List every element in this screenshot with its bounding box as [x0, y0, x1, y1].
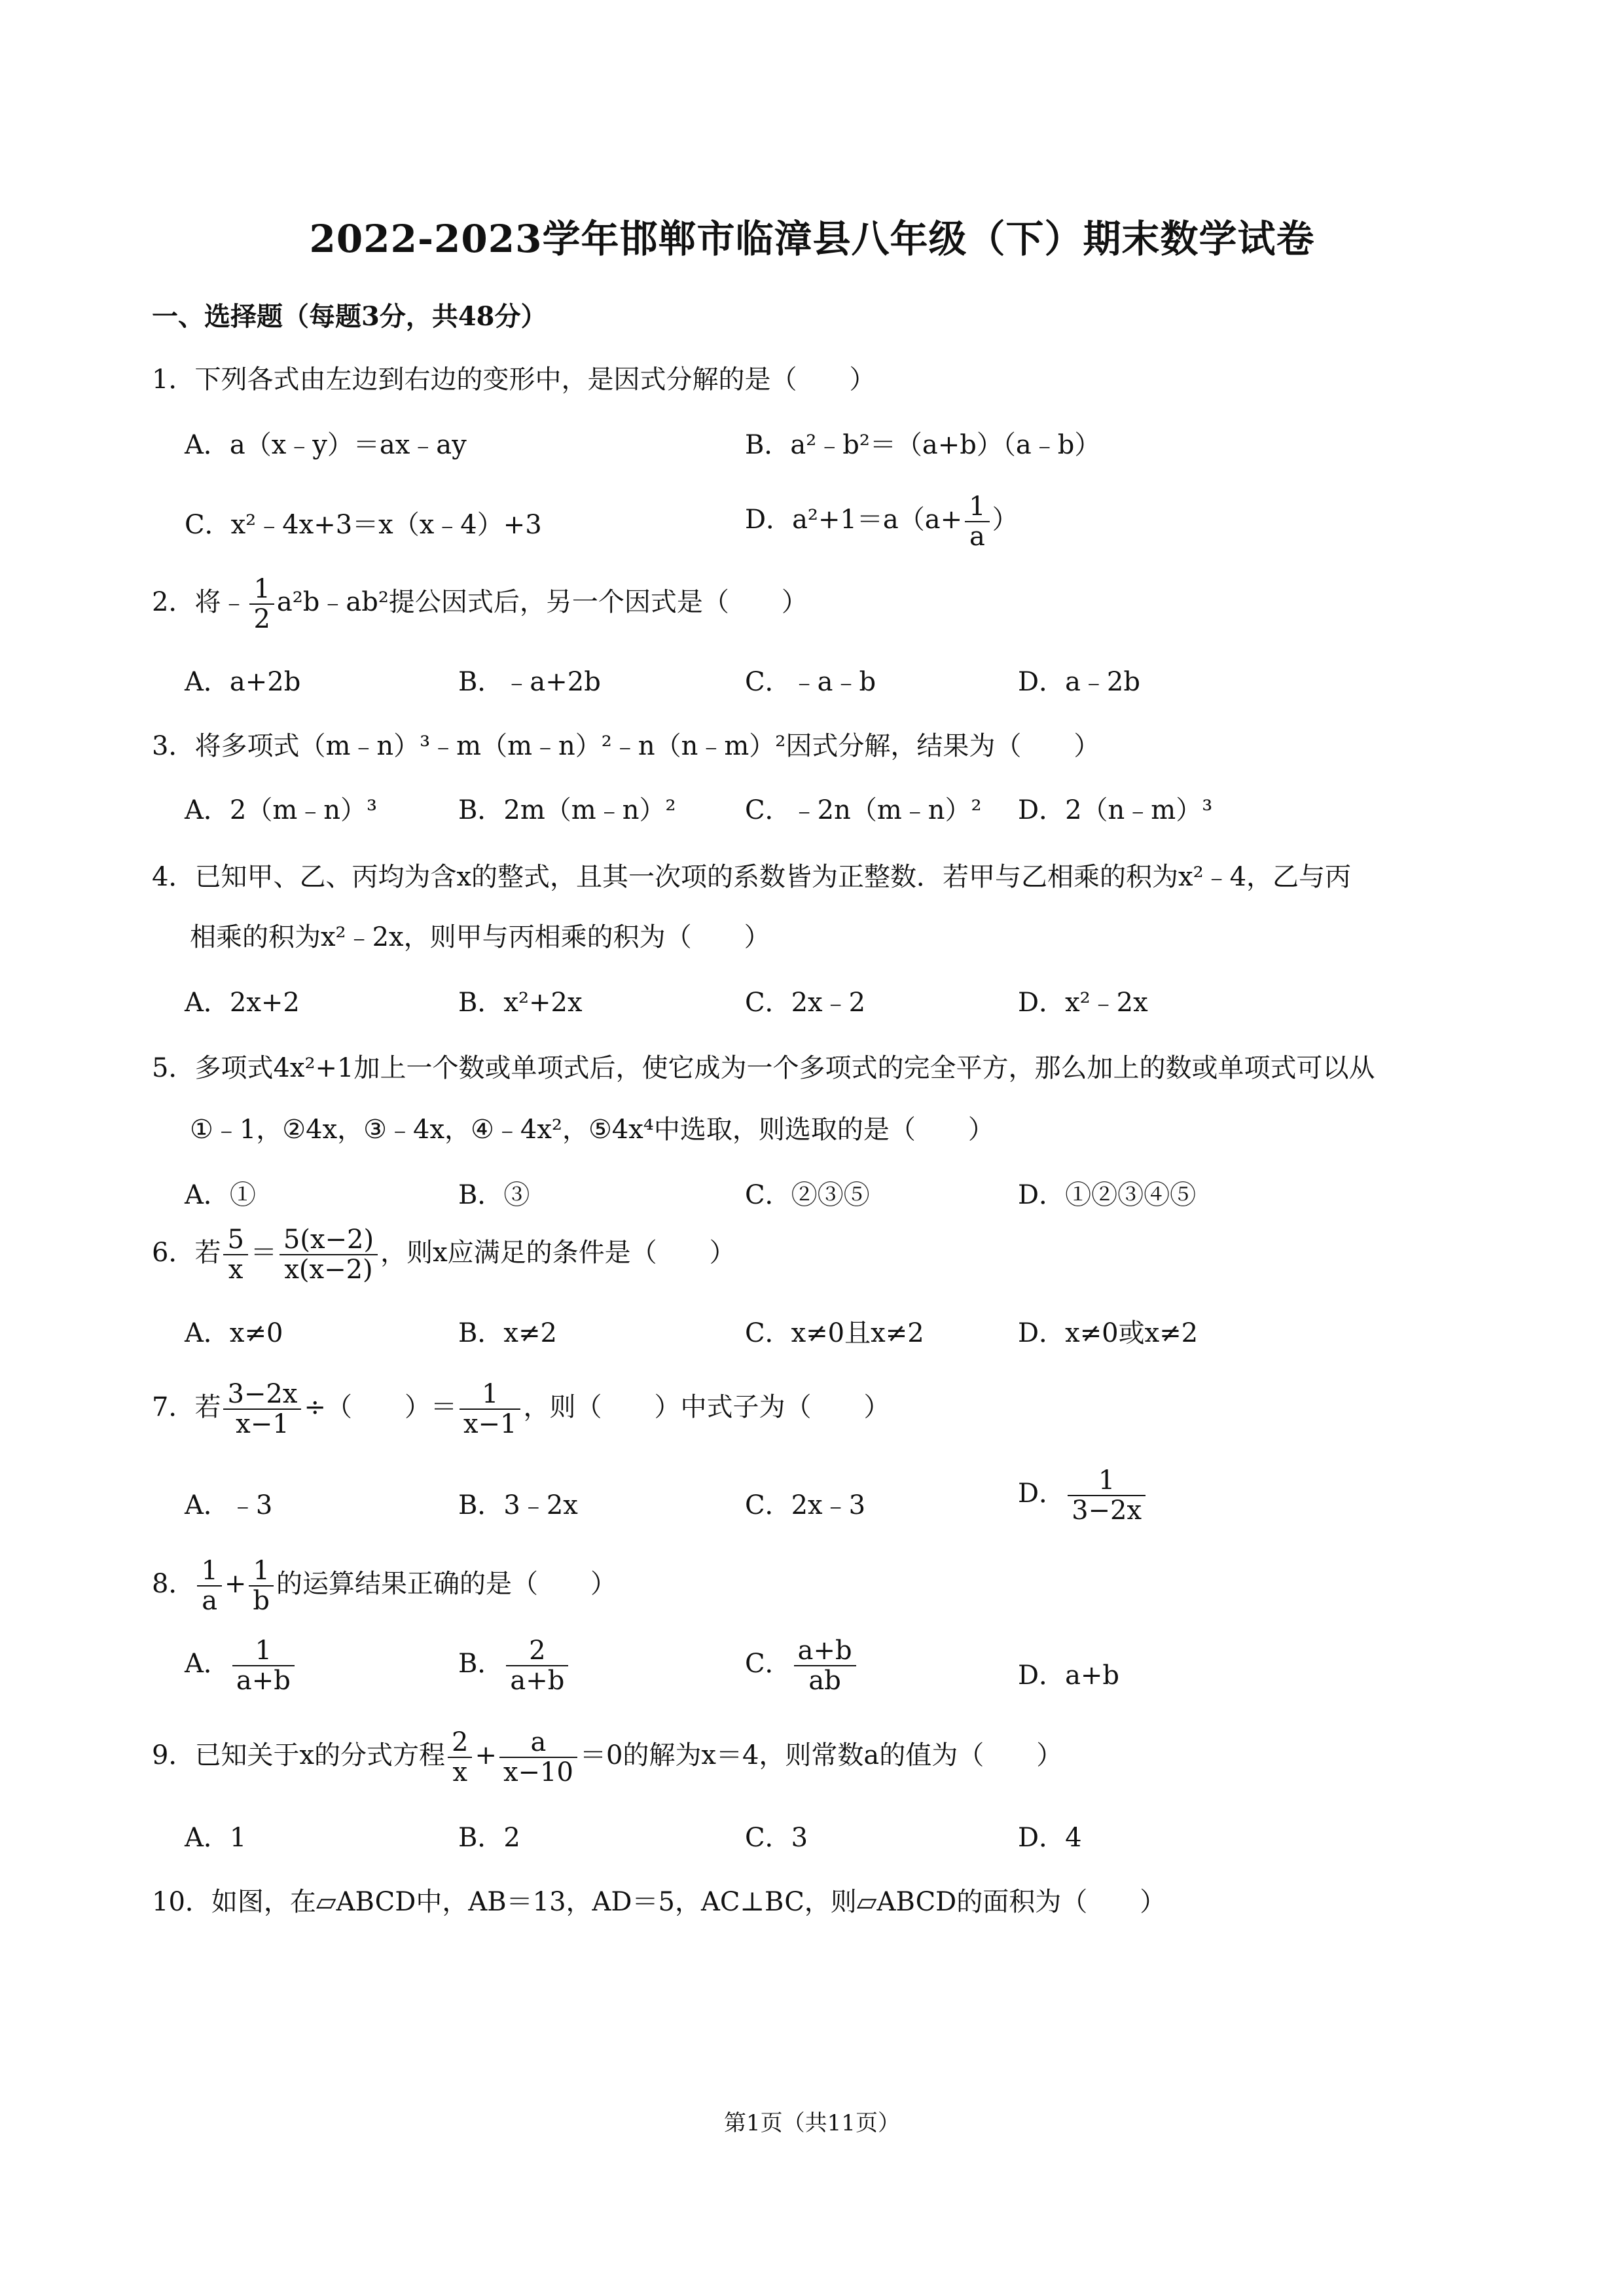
question-5-line-2: ①﹣1，②4x，③﹣4x，④﹣4x²，⑤4x⁴中选取，则选取的是（ ） — [190, 1115, 994, 1145]
q6-option-c: C．x≠0且x≠2 — [745, 1318, 924, 1348]
q8-option-d: D．a+b — [1018, 1660, 1120, 1691]
q4-option-d: D．x²﹣2x — [1018, 988, 1148, 1018]
q5-option-a: A．① — [185, 1180, 256, 1210]
q8-option-a: A． $\frac{1}{a+b}$ — [185, 1636, 297, 1695]
fraction: $\frac{1}{a+b}$ — [232, 1636, 295, 1695]
q2-option-b: B．﹣a+2b — [458, 667, 601, 697]
q7-option-c: C．2x﹣3 — [745, 1490, 866, 1520]
q9-option-a: A．1 — [185, 1823, 247, 1853]
question-9-stem: 9．已知关于x的分式方程 $\frac{2}{x}$ + $\frac{a}{x-10}$ ＝0的解为x＝4，则常数a的值为（ ） — [152, 1727, 1063, 1787]
q3-option-a: A．2（m﹣n）³ — [185, 795, 378, 825]
q4-option-c: C．2x﹣2 — [745, 988, 866, 1018]
q9-option-b: B．2 — [458, 1823, 520, 1853]
q2-option-c: C．﹣a﹣b — [745, 667, 876, 697]
fraction: $\frac{5}{x}$ — [223, 1225, 247, 1284]
q2-option-a: A．a+2b — [185, 667, 301, 697]
fraction: $\frac{1}{a}$ — [965, 492, 989, 551]
q5-option-c: C．②③⑤ — [745, 1180, 870, 1210]
question-7-stem: 7．若 $\frac{3-2x}{x-1}$ ÷（ ）＝ $\frac{1}{x-1}$ ，则（ ）中式子为（ ） — [152, 1379, 890, 1439]
question-3-stem: 3．将多项式（m﹣n）³﹣m（m﹣n）²﹣n（n﹣m）²因式分解，结果为（ ） — [152, 731, 1100, 761]
q3-option-d: D．2（n﹣m）³ — [1018, 795, 1213, 825]
fraction: $\frac{2}{a+b}$ — [506, 1636, 568, 1695]
q4-option-a: A．2x+2 — [185, 988, 300, 1018]
fraction: $\frac{1}{2}$ — [249, 575, 274, 634]
fraction: $\frac{3-2x}{x-1}$ — [223, 1380, 301, 1439]
q3-option-b: B．2m（m﹣n）² — [458, 795, 676, 825]
question-5-line-1: 5．多项式4x²+1加上一个数或单项式后，使它成为一个多项式的完全平方，那么加上的数或单项式可以从 — [152, 1053, 1375, 1083]
q1-option-c: C．x²﹣4x+3＝x（x﹣4）+3 — [185, 510, 542, 540]
question-8-stem: 8． $\frac{1}{a}$ + $\frac{1}{b}$ 的运算结果正确的是（ ） — [152, 1556, 617, 1616]
q9-option-c: C．3 — [745, 1823, 808, 1853]
question-4-line-1: 4．已知甲、乙、丙均为含x的整式，且其一次项的系数皆为正整数．若甲与乙相乘的积为x²﹣4，乙与丙 — [152, 862, 1352, 892]
fraction: $\frac{2}{x}$ — [448, 1728, 472, 1787]
q2-option-d: D．a﹣2b — [1018, 667, 1140, 697]
question-10-stem: 10．如图，在▱ABCD中，AB＝13，AD＝5，AC⊥BC，则▱ABCD的面积为（ ） — [152, 1887, 1166, 1917]
question-1-stem: 1．下列各式由左边到右边的变形中，是因式分解的是（ ） — [152, 365, 876, 395]
q5-option-d: D．①②③④⑤ — [1018, 1180, 1197, 1210]
section-heading: 一、选择题（每题3分，共48分） — [152, 301, 547, 332]
q7-option-b: B．3﹣2x — [458, 1490, 578, 1520]
page-footer: 第1页（共11页） — [724, 2110, 900, 2136]
q5-option-b: B．③ — [458, 1180, 530, 1210]
q6-option-b: B．x≠2 — [458, 1318, 557, 1348]
fraction: $\frac{a+b}{ab}$ — [794, 1636, 856, 1695]
fraction: $\frac{1}{x-1}$ — [460, 1380, 521, 1439]
fraction: $\frac{1}{b}$ — [249, 1556, 274, 1615]
q8-option-c: C． $\frac{a+b}{ab}$ — [745, 1636, 859, 1695]
fraction: $\frac{5(x-2)}{x(x-2)}$ — [280, 1225, 378, 1284]
q6-option-d: D．x≠0或x≠2 — [1018, 1318, 1199, 1348]
q1-option-a: A．a（x﹣y）＝ax﹣ay — [185, 430, 467, 460]
question-4-line-2: 相乘的积为x²﹣2x，则甲与丙相乘的积为（ ） — [190, 922, 770, 952]
question-6-stem: 6．若 $\frac{5}{x}$ ＝ $\frac{5(x-2)}{x(x-2)}$ ，则x应满足的条件是（ ） — [152, 1225, 736, 1285]
fraction: $\frac{1}{3-2x}$ — [1068, 1466, 1146, 1525]
q1-option-b: B．a²﹣b²＝（a+b）（a﹣b） — [745, 430, 1101, 460]
q1-option-d: D．a²+1＝a（a+ $\frac{1}{a}$ ） — [745, 492, 1019, 552]
q7-option-d: D． $\frac{1}{3-2x}$ — [1018, 1466, 1148, 1525]
q4-option-b: B．x²+2x — [458, 988, 583, 1018]
question-2-stem: 2．将﹣ $\frac{1}{2}$ a²b﹣ab²提公因式后，另一个因式是（ ） — [152, 574, 808, 634]
q8-option-b: B． $\frac{2}{a+b}$ — [458, 1636, 571, 1695]
fraction: $\frac{1}{a}$ — [197, 1556, 221, 1615]
fraction: $\frac{a}{x-10}$ — [499, 1728, 577, 1787]
q6-option-a: A．x≠0 — [185, 1318, 283, 1348]
q3-option-c: C．﹣2n（m﹣n）² — [745, 795, 982, 825]
page-title: 2022-2023学年邯郸市临漳县八年级（下）期末数学试卷 — [309, 217, 1315, 261]
q1-d-pre: D．a²+1＝a（a+ — [745, 505, 963, 535]
q7-option-a: A．﹣3 — [185, 1490, 273, 1520]
q9-option-d: D．4 — [1018, 1823, 1082, 1853]
